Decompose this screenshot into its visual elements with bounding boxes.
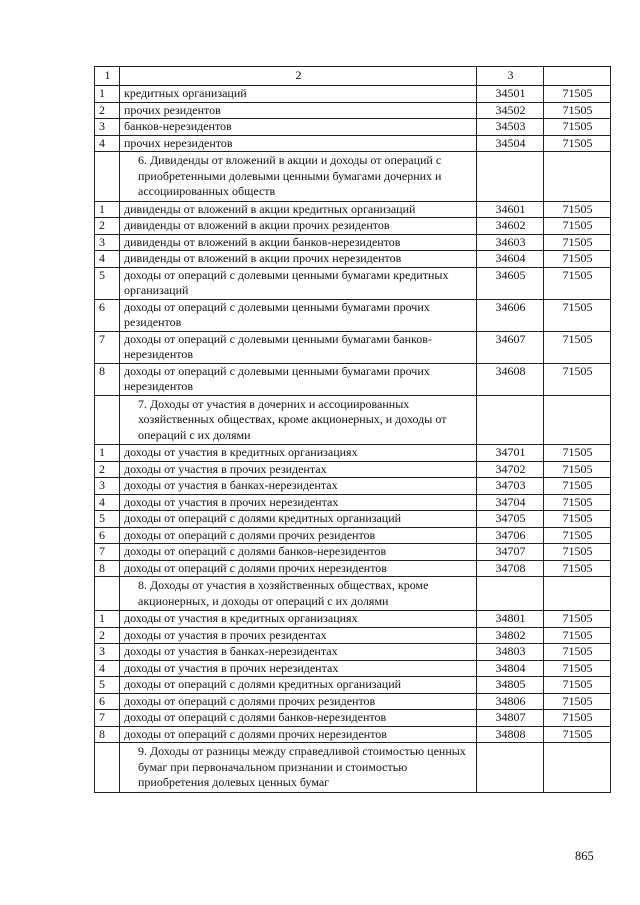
- table-row: [95, 461, 611, 478]
- section-num-cell: [95, 152, 120, 202]
- row-account: 71505: [544, 86, 611, 103]
- row-code: 34803: [477, 644, 544, 661]
- section-code-cell: [477, 152, 544, 202]
- section-num-cell: [95, 395, 120, 445]
- row-code: 34807: [477, 710, 544, 727]
- table-row: [95, 445, 611, 462]
- row-account: 71505: [544, 102, 611, 119]
- row-code: 34701: [477, 445, 544, 462]
- row-code: 34501: [477, 86, 544, 103]
- table-row: [95, 478, 611, 495]
- table-header-row: [95, 67, 611, 86]
- row-account: 71505: [544, 234, 611, 251]
- header-col-4: [544, 67, 611, 86]
- row-account: 71505: [544, 461, 611, 478]
- table-row: [95, 677, 611, 694]
- table-row: [95, 660, 611, 677]
- row-number: 5: [95, 677, 120, 694]
- row-description: доходы от операций с долями банков-нерезидентов: [120, 710, 477, 727]
- section-heading-row: [95, 577, 611, 611]
- header-col-2: 2: [120, 67, 477, 86]
- row-code: 34607: [477, 331, 544, 363]
- row-code: 34503: [477, 119, 544, 136]
- row-description: доходы от операций с долевыми ценными бумагами банков-нерезидентов: [120, 331, 477, 363]
- row-account: 71505: [544, 119, 611, 136]
- section-num-cell: [95, 743, 120, 793]
- row-account: 71505: [544, 544, 611, 561]
- row-account: 71505: [544, 494, 611, 511]
- row-description: дивиденды от вложений в акции прочих нерезидентов: [120, 251, 477, 268]
- row-description: прочих нерезидентов: [120, 135, 477, 152]
- row-code: 34801: [477, 611, 544, 628]
- section-heading-row: [95, 395, 611, 445]
- row-number: 5: [95, 267, 120, 299]
- row-account: 71505: [544, 726, 611, 743]
- row-account: 71505: [544, 611, 611, 628]
- table-row: [95, 363, 611, 395]
- row-description: кредитных организаций: [120, 86, 477, 103]
- row-account: 71505: [544, 644, 611, 661]
- table-row: [95, 726, 611, 743]
- row-number: 2: [95, 627, 120, 644]
- row-code: 34702: [477, 461, 544, 478]
- row-account: 71505: [544, 363, 611, 395]
- row-description: доходы от участия в банках-нерезидентах: [120, 644, 477, 661]
- row-account: 71505: [544, 511, 611, 528]
- table-row: [95, 218, 611, 235]
- row-number: 2: [95, 102, 120, 119]
- row-description: дивиденды от вложений в акции прочих резидентов: [120, 218, 477, 235]
- row-description: дивиденды от вложений в акции кредитных организаций: [120, 201, 477, 218]
- header-col-3: 3: [477, 67, 544, 86]
- row-code: 34805: [477, 677, 544, 694]
- row-account: 71505: [544, 299, 611, 331]
- row-number: 3: [95, 234, 120, 251]
- row-description: доходы от операций с долями кредитных организаций: [120, 511, 477, 528]
- row-description: доходы от операций с долями банков-нерезидентов: [120, 544, 477, 561]
- row-code: 34504: [477, 135, 544, 152]
- section-title: 9. Доходы от разницы между справедливой стоимостью ценных бумаг при первоначальном признании и стоимостью приобретения долевых ценных бумаг: [120, 743, 477, 793]
- row-code: 34603: [477, 234, 544, 251]
- row-code: 34502: [477, 102, 544, 119]
- row-description: банков-нерезидентов: [120, 119, 477, 136]
- row-number: 6: [95, 527, 120, 544]
- row-description: прочих резидентов: [120, 102, 477, 119]
- row-number: 4: [95, 251, 120, 268]
- table-row: [95, 627, 611, 644]
- row-code: 34708: [477, 560, 544, 577]
- table-row: [95, 527, 611, 544]
- row-code: 34808: [477, 726, 544, 743]
- section-title: 7. Доходы от участия в дочерних и ассоциированных хозяйственных обществах, кроме акционерных, и доходы от операций с их долями: [120, 395, 477, 445]
- row-number: 1: [95, 86, 120, 103]
- row-description: доходы от участия в кредитных организациях: [120, 611, 477, 628]
- section-num-cell: [95, 577, 120, 611]
- row-description: доходы от операций с долями кредитных организаций: [120, 677, 477, 694]
- row-code: 34706: [477, 527, 544, 544]
- row-description: доходы от операций с долевыми ценными бумагами прочих нерезидентов: [120, 363, 477, 395]
- header-col-1: 1: [95, 67, 120, 86]
- row-account: 71505: [544, 710, 611, 727]
- row-number: 3: [95, 119, 120, 136]
- row-code: 34804: [477, 660, 544, 677]
- row-code: 34707: [477, 544, 544, 561]
- row-number: 6: [95, 299, 120, 331]
- table-row: [95, 560, 611, 577]
- row-code: 34704: [477, 494, 544, 511]
- row-description: дивиденды от вложений в акции банков-нерезидентов: [120, 234, 477, 251]
- row-number: 1: [95, 445, 120, 462]
- row-number: 2: [95, 218, 120, 235]
- section-title: 8. Доходы от участия в хозяйственных обществах, кроме акционерных, и доходы от операций с их долями: [120, 577, 477, 611]
- row-description: доходы от участия в прочих резидентах: [120, 461, 477, 478]
- row-description: доходы от операций с долями прочих резидентов: [120, 527, 477, 544]
- row-code: 34605: [477, 267, 544, 299]
- section-account-cell: [544, 743, 611, 793]
- section-account-cell: [544, 152, 611, 202]
- section-title: 6. Дивиденды от вложений в акции и доходы от операций с приобретенными долевыми ценными бумагами дочерних и ассоциированных обществ: [120, 152, 477, 202]
- row-code: 34802: [477, 627, 544, 644]
- row-code: 34806: [477, 693, 544, 710]
- table-row: [95, 494, 611, 511]
- table-row: [95, 251, 611, 268]
- section-code-cell: [477, 395, 544, 445]
- section-heading-row: [95, 743, 611, 793]
- row-account: 71505: [544, 445, 611, 462]
- section-account-cell: [544, 577, 611, 611]
- row-description: доходы от участия в прочих нерезидентах: [120, 660, 477, 677]
- table-row: [95, 710, 611, 727]
- row-account: 71505: [544, 267, 611, 299]
- table-row: [95, 299, 611, 331]
- row-account: 71505: [544, 677, 611, 694]
- table-row: [95, 267, 611, 299]
- row-number: 1: [95, 201, 120, 218]
- table-row: [95, 511, 611, 528]
- table-row: [95, 544, 611, 561]
- row-description: доходы от участия в банках-нерезидентах: [120, 478, 477, 495]
- table-row: [95, 234, 611, 251]
- row-account: 71505: [544, 201, 611, 218]
- table-row: [95, 644, 611, 661]
- row-account: 71505: [544, 560, 611, 577]
- section-code-cell: [477, 743, 544, 793]
- row-code: 34601: [477, 201, 544, 218]
- row-description: доходы от участия в кредитных организациях: [120, 445, 477, 462]
- section-code-cell: [477, 577, 544, 611]
- table-row: [95, 611, 611, 628]
- row-account: 71505: [544, 331, 611, 363]
- row-description: доходы от операций с долями прочих резидентов: [120, 693, 477, 710]
- row-account: 71505: [544, 478, 611, 495]
- row-description: доходы от участия в прочих резидентах: [120, 627, 477, 644]
- row-description: доходы от операций с долями прочих нерезидентов: [120, 560, 477, 577]
- row-account: 71505: [544, 135, 611, 152]
- section-account-cell: [544, 395, 611, 445]
- row-account: 71505: [544, 693, 611, 710]
- income-codes-table: [94, 66, 611, 793]
- row-account: 71505: [544, 251, 611, 268]
- row-code: 34606: [477, 299, 544, 331]
- row-number: 4: [95, 494, 120, 511]
- row-code: 34705: [477, 511, 544, 528]
- row-number: 8: [95, 363, 120, 395]
- row-number: 3: [95, 644, 120, 661]
- row-number: 5: [95, 511, 120, 528]
- row-description: доходы от операций с долями прочих нерезидентов: [120, 726, 477, 743]
- row-account: 71505: [544, 218, 611, 235]
- row-code: 34604: [477, 251, 544, 268]
- row-number: 7: [95, 710, 120, 727]
- row-code: 34703: [477, 478, 544, 495]
- row-description: доходы от операций с долевыми ценными бумагами прочих резидентов: [120, 299, 477, 331]
- table-row: [95, 693, 611, 710]
- row-account: 71505: [544, 527, 611, 544]
- row-number: 6: [95, 693, 120, 710]
- table-row: [95, 119, 611, 136]
- row-number: 7: [95, 544, 120, 561]
- row-number: 8: [95, 726, 120, 743]
- table-row: [95, 135, 611, 152]
- row-number: 2: [95, 461, 120, 478]
- table-row: [95, 331, 611, 363]
- row-number: 4: [95, 135, 120, 152]
- table-row: [95, 102, 611, 119]
- row-account: 71505: [544, 660, 611, 677]
- row-code: 34602: [477, 218, 544, 235]
- row-number: 7: [95, 331, 120, 363]
- table-row: [95, 201, 611, 218]
- row-description: доходы от участия в прочих нерезидентах: [120, 494, 477, 511]
- row-number: 4: [95, 660, 120, 677]
- table-body: [95, 67, 611, 793]
- row-account: 71505: [544, 627, 611, 644]
- row-description: доходы от операций с долевыми ценными бумагами кредитных организаций: [120, 267, 477, 299]
- row-number: 3: [95, 478, 120, 495]
- table-row: [95, 86, 611, 103]
- row-number: 8: [95, 560, 120, 577]
- section-heading-row: [95, 152, 611, 202]
- page-number: 865: [575, 849, 594, 863]
- row-code: 34608: [477, 363, 544, 395]
- row-number: 1: [95, 611, 120, 628]
